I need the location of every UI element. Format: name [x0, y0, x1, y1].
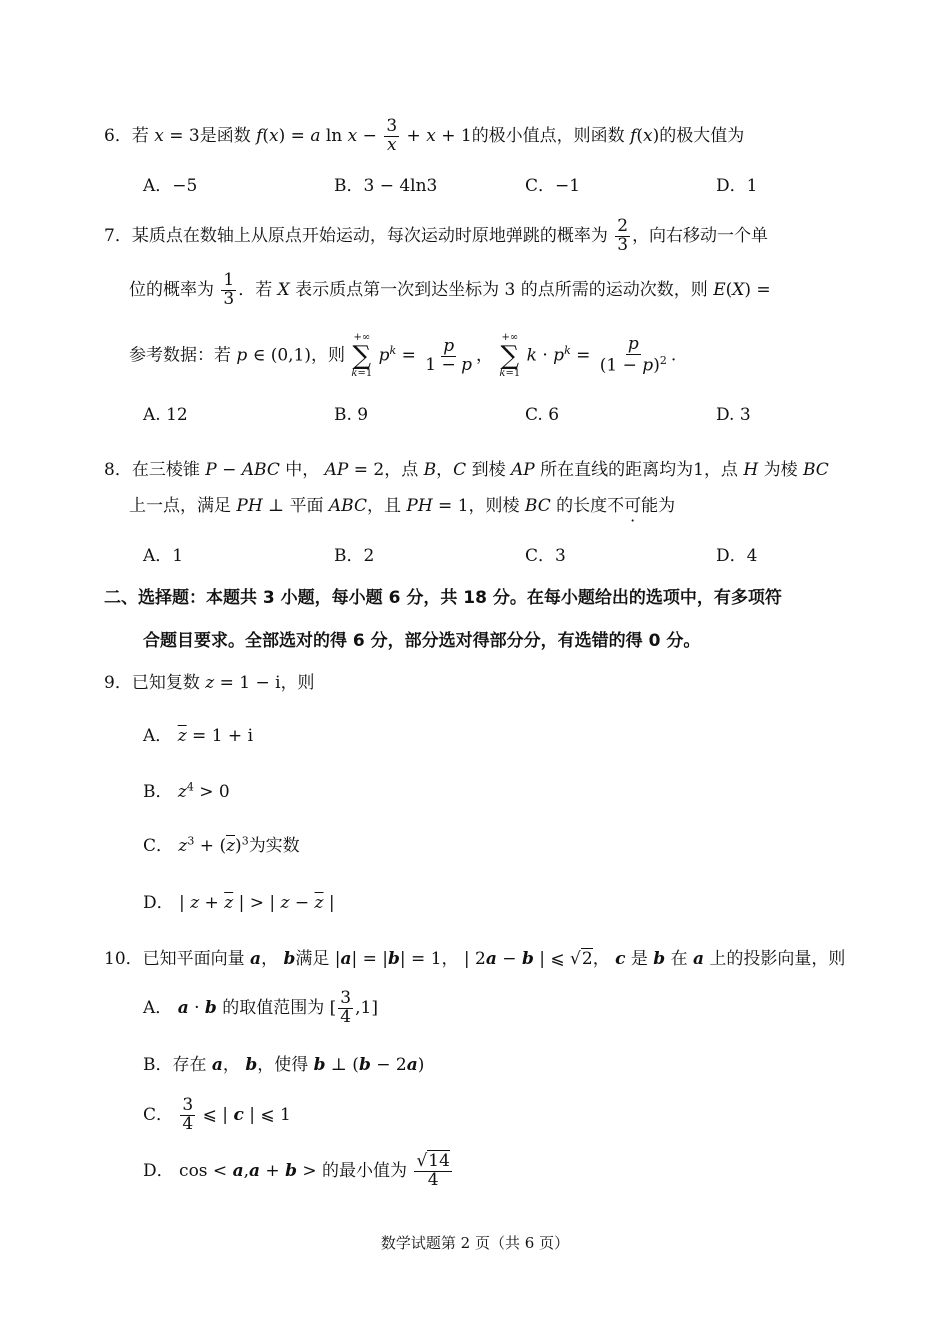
fraction: $\frac{p}{1 - p}$	[425, 335, 473, 375]
question-10-stem: 10．已知平面向量 a， b满足 |a| = |b| = 1， | 2a − b | ⩽ √2， c 是 b 在 a 上的投影向量，则	[104, 949, 846, 969]
fraction: $\frac{3}{4}$	[182, 1095, 194, 1134]
question-7-line-1	[104, 218, 768, 255]
emphasis-dotted-text	[607, 496, 658, 516]
question-number: 9．	[104, 673, 132, 693]
option-letter: B．存在	[143, 1055, 207, 1075]
stem-text: 是函数	[199, 125, 251, 146]
question-6-stem: 6．若 x = 3是函数 f(x) = a ln x − $\frac{3}{x}$ + x + 1的极小值点，则函数 f(x)的极大值为	[104, 116, 745, 155]
stem-text: 满足	[295, 949, 330, 969]
option-c[interactable]: C． $z^3 + (\overline{z})^3$为实数	[143, 834, 300, 856]
option-text: 的最小值为	[322, 1160, 408, 1181]
option-letter: C．	[143, 1104, 174, 1125]
section-heading-line-2: 合题目要求。全部选对的得 6 分，部分选对得部分分，有选错的得 0 分。	[143, 631, 701, 651]
option-letter: B．	[143, 782, 173, 802]
question-number: 8．	[104, 460, 132, 480]
stem-text: 上一点，满足	[129, 496, 231, 516]
fraction: $\frac{√14}{4}$	[416, 1151, 450, 1190]
option-b[interactable]: B. 9	[334, 405, 369, 425]
option-text: 为实数	[248, 836, 300, 856]
option-d[interactable]: D．1	[716, 176, 758, 196]
question-number: 10．	[104, 949, 143, 969]
option-d[interactable]: D. 3	[716, 405, 751, 425]
stem-text: ．若	[238, 279, 273, 300]
option-b[interactable]: B．3 − 4ln3	[334, 176, 438, 196]
stem-text: 中，	[285, 460, 320, 480]
page-footer: 数学试题第 2 页（共 6 页）	[380, 1234, 570, 1252]
stem-text: 参考数据：若	[129, 345, 231, 366]
option-letter: A．	[143, 997, 173, 1018]
option-d[interactable]: D． | $z + \overline{z}$ | > | $z - \overline{z}$ |	[143, 893, 335, 913]
question-number: 6．	[104, 125, 132, 146]
option-c[interactable]: C．−1	[525, 176, 581, 196]
option-text: 的取值范围为	[222, 997, 325, 1018]
stem-text: 表示质点第一次到达坐标为 3 的点所需的运动次数，则	[295, 279, 708, 300]
option-c[interactable]: C．3	[525, 546, 566, 566]
stem-text: 平面	[289, 496, 324, 516]
option-b[interactable]: B． $z^4 > 0$	[143, 780, 230, 802]
emphasis-text: 不可能	[607, 496, 659, 516]
question-8-line-1: 8．在三棱锥 P − ABC 中， AP = 2，点 B，C 到棱 AP 所在直线的距离均为1，点 H 为棱 BC	[104, 460, 829, 480]
option-a[interactable]: A．−5	[143, 176, 198, 196]
fraction: $\frac{2}{3}$	[617, 216, 629, 255]
stem-text: 位的概率为	[129, 279, 214, 300]
stem-text: ，点	[703, 460, 738, 480]
stem-text: ，向右移动一个单	[632, 225, 769, 246]
stem-text: 是	[630, 949, 648, 969]
option-letter: C．	[143, 836, 174, 856]
option-d[interactable]: D．4	[716, 546, 758, 566]
option-d[interactable]: D． cos < a,a + b > 的最小值为 $\frac{√14}{4}$	[143, 1151, 450, 1190]
option-letter: D．	[143, 893, 174, 913]
option-a[interactable]: A．1	[143, 546, 184, 566]
stem-text: ，则	[311, 345, 345, 366]
option-a[interactable]: A． $\overline{z} = 1 + i$	[143, 726, 254, 746]
summation: +∞ ∑ k=1	[351, 332, 373, 379]
stem-text: 上的投影向量，则	[709, 949, 846, 969]
stem-text: 为	[658, 496, 676, 516]
option-b[interactable]: B．存在 a， b，使得 b ⊥ (b − 2a)	[143, 1055, 425, 1075]
option-letter: A．	[143, 726, 173, 746]
stem-text: 已知复数	[131, 673, 200, 693]
question-number: 7．	[104, 225, 132, 246]
option-c[interactable]: C. 6	[525, 405, 560, 425]
fraction: $\frac{3}{4}$	[340, 988, 352, 1027]
question-7-line-2: 位的概率为 $\frac{1}{3}$ ．若 X 表示质点第一次到达坐标为 3 的点所需的运动次数，则 E(X) =	[129, 270, 771, 309]
stem-text: 若	[131, 125, 149, 146]
question-7-line-3: 参考数据：若 p ∈ (0,1)，则 +∞ ∑ k=1 $p^k$ = $\frac{p}{1 - p}$ ， +∞ ∑ k=1 $k \cdot p^k$ = $\frac{p}{(1 - p)^2}$ .	[129, 332, 677, 379]
stem-text: ，则	[280, 673, 315, 693]
option-b[interactable]: B．2	[334, 546, 375, 566]
question-8-line-2: 上一点，满足 PH ⊥ 平面 ABC，且 PH = 1，则棱 BC 的长度不可能为	[129, 496, 676, 516]
option-letter: D．	[143, 1160, 174, 1181]
stem-text: ，点	[384, 460, 419, 480]
stem-text: 的长度	[556, 496, 608, 516]
stem-text: 已知平面向量	[142, 949, 245, 969]
stem-text: 的极小值点，则函数	[471, 125, 625, 146]
question-9-stem: 9．已知复数 z = 1 − i，则	[104, 673, 315, 693]
stem-text: ，且	[366, 496, 401, 516]
stem-text: 为棱	[763, 460, 798, 480]
summation: +∞ ∑ k=1	[499, 332, 521, 379]
option-text: ，使得	[257, 1055, 309, 1075]
option-a[interactable]: A. 12	[143, 405, 188, 425]
stem-text: 所在直线的距离均为	[540, 460, 694, 480]
stem-text: 在三棱锥	[131, 460, 200, 480]
stem-text: ，则棱	[468, 496, 520, 516]
stem-text: 在	[670, 949, 688, 969]
stem-text: 的极大值为	[659, 125, 745, 146]
fraction: $\frac{1}{3}$	[223, 270, 235, 309]
section-heading-line-1: 二、选择题：本题共 3 小题，每小题 6 分，共 18 分。在每小题给出的选项中，有多项符	[104, 588, 782, 608]
fraction: $\frac{3}{x}$	[386, 116, 398, 155]
option-a[interactable]: A． a · b 的取值范围为 [ $\frac{3}{4}$ ,1]	[143, 988, 378, 1027]
option-c[interactable]: C． $\frac{3}{4}$ ⩽ | c | ⩽ 1	[143, 1095, 291, 1134]
stem-text: 某质点在数轴上从原点开始运动，每次运动时原地弹跳的概率为	[131, 225, 608, 246]
stem-text: 到棱	[471, 460, 506, 480]
fraction: $\frac{p}{(1 - p)^2}$	[599, 334, 667, 376]
